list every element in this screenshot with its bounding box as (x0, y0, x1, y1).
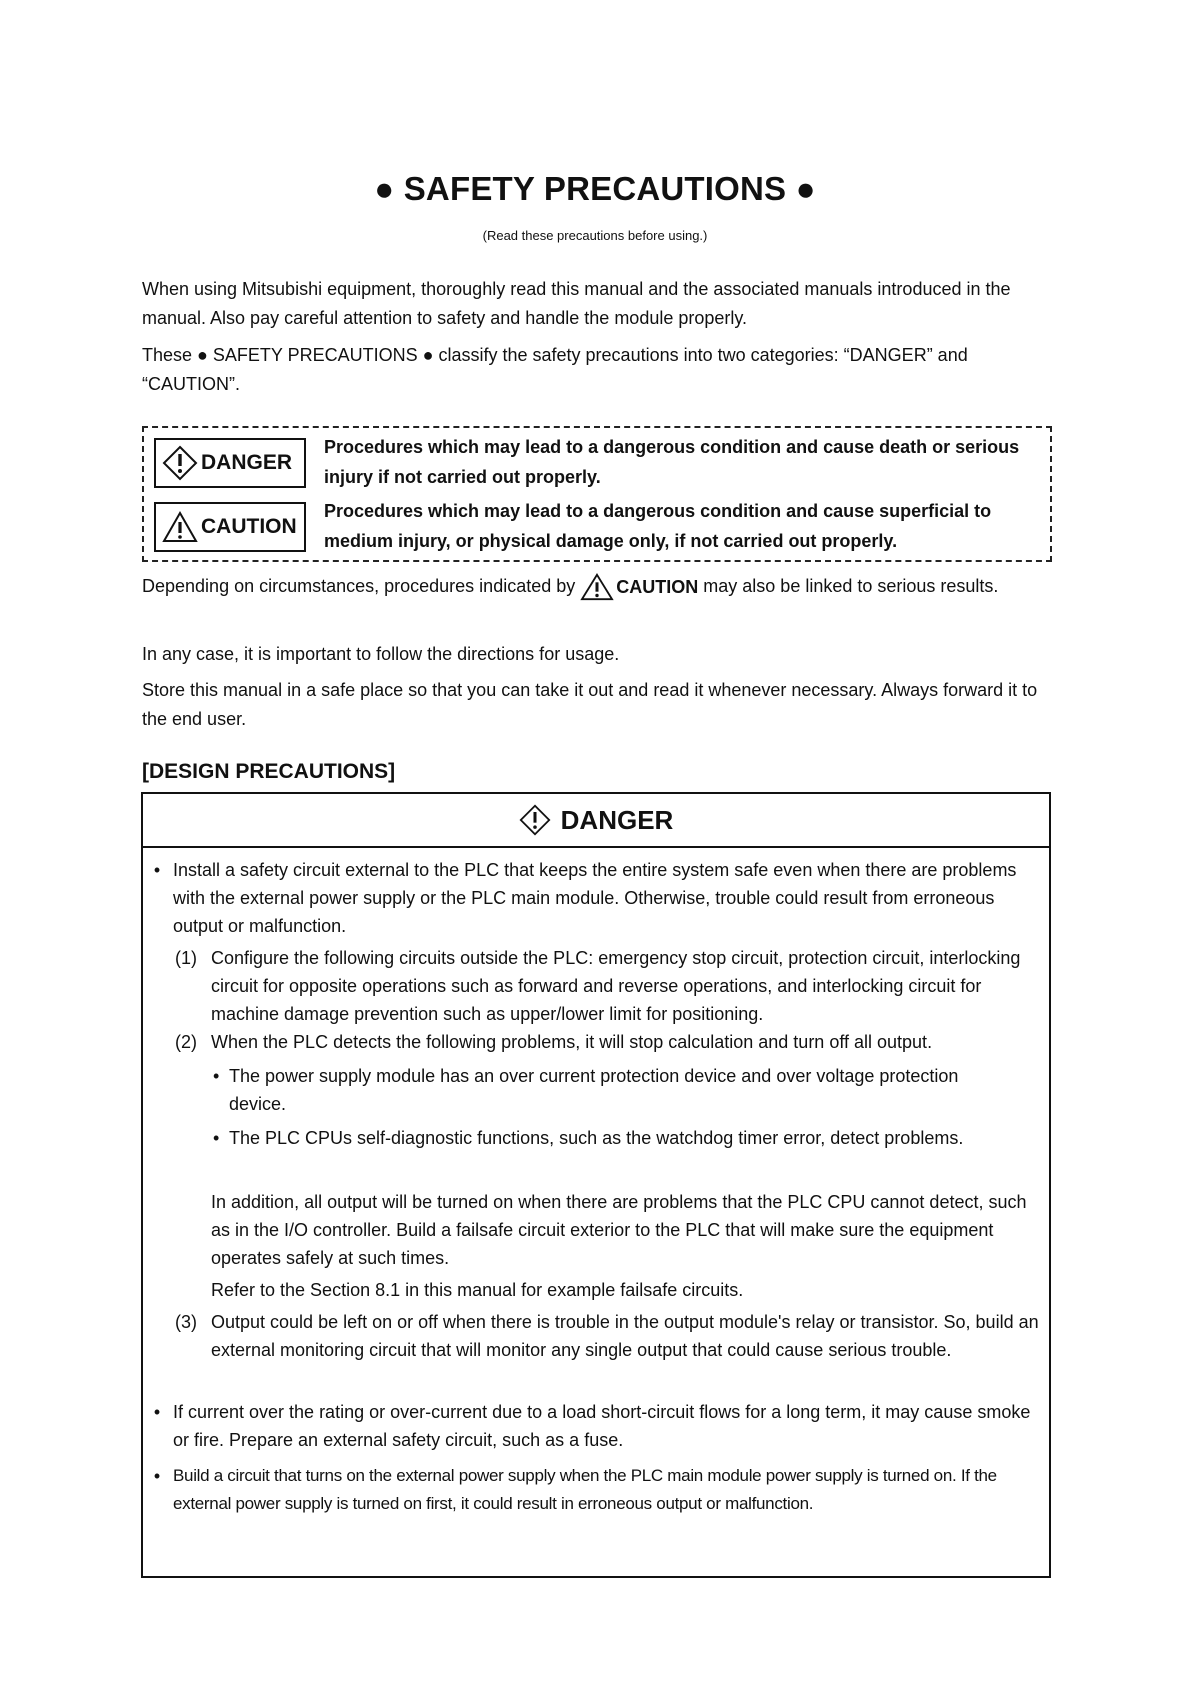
caution-triangle-icon (580, 572, 614, 602)
numbered-label-2: (2) (175, 1032, 197, 1052)
caution-description: Procedures which may lead to a dangerous condition and cause superficial to medium injury, or physical damage only, if not carried out properly. (324, 501, 992, 551)
bullet-marker: • (153, 860, 161, 880)
page-title: ● SAFETY PRECAUTIONS ● (374, 170, 816, 207)
precaution-item-1: Install a safety circuit external to the PLC that keeps the entire system safe even when there are problems with the external power supply or the PLC main module. Otherwise, trouble could result from erroneous output or malfunction. (173, 860, 1017, 936)
danger-diamond-icon (519, 804, 551, 836)
section-heading: [DESIGN PRECAUTIONS] (142, 760, 396, 783)
numbered-item-2: When the PLC detects the following problems, it will stop calculation and turn off all output. (211, 1032, 933, 1052)
store-manual-paragraph: Store this manual in a safe place so that you can take it out and read it whenever necessary. Always forward it to the end user. (142, 680, 1038, 729)
sub-bullet-marker: • (213, 1066, 220, 1086)
numbered-item-2-note: In addition, all output will be turned on when there are problems that the PLC CPU cannot detect, such as in the I/O controller. Build a failsafe circuit exterior to the PLC that will make sure the equipment operates safely at such times. (211, 1192, 1027, 1268)
sub-bullet-marker: • (213, 1128, 220, 1148)
bullet-marker: • (153, 1466, 161, 1486)
caution-label: CAUTION (201, 515, 297, 538)
bullet-marker: • (153, 1402, 161, 1422)
danger-box-header (143, 794, 1049, 848)
numbered-label-1: (1) (175, 948, 197, 968)
numbered-item-3: Output could be left on or off when there is trouble in the output module's relay or transistor. So, build an external monitoring circuit that will monitor any single output that could cause serious trouble. (211, 1312, 1039, 1360)
numbered-item-2-reference: Refer to the Section 8.1 in this manual for example failsafe circuits. (211, 1280, 744, 1300)
page-subtitle: (Read these precautions before using.) (482, 228, 708, 243)
sub-item-1: The power supply module has an over current protection device and over voltage protection device. (229, 1066, 959, 1114)
directions-paragraph: In any case, it is important to follow the directions for usage. (142, 644, 620, 664)
circumstances-paragraph (142, 572, 1042, 602)
legend-box (142, 426, 1052, 562)
numbered-label-3: (3) (175, 1312, 197, 1332)
danger-label: DANGER (201, 451, 293, 474)
caution-triangle-icon (162, 510, 198, 544)
intro-paragraph-2: These ● SAFETY PRECAUTIONS ● classify the safety precautions into two categories: “DANGER” and “CAUTION”. (142, 345, 968, 394)
danger-label-box (154, 438, 306, 488)
numbered-item-1: Configure the following circuits outside the PLC: emergency stop circuit, protection circuit, interlocking circuit for opposite operations such as forward and reverse operations, and interlocking circuit for machine damage prevention such as upper/lower limit for positioning. (211, 948, 1021, 1024)
sub-item-2: The PLC CPUs self-diagnostic functions, such as the watchdog timer error, detect problems. (229, 1128, 964, 1148)
design-danger-box (141, 792, 1051, 1578)
caution-label-box (154, 502, 306, 552)
inline-caution-mark (580, 572, 698, 602)
danger-diamond-icon (162, 445, 198, 481)
intro-paragraph-1: When using Mitsubishi equipment, thoroughly read this manual and the associated manuals introduced in the manual. Also pay careful attention to safety and handle the module properly. (142, 279, 1011, 328)
danger-description: Procedures which may lead to a dangerous condition and cause death or serious injury if not carried out properly. (324, 437, 1020, 487)
danger-box-title: DANGER (560, 804, 674, 835)
circumstances-text-end: may also be linked to serious results. (703, 576, 999, 596)
precaution-item-2: If current over the rating or over-current due to a load short-circuit flows for a long term, it may cause smoke or fire. Prepare an external safety circuit, such as a fuse. (173, 1402, 1031, 1450)
circumstances-text-start: Depending on circumstances, procedures indicated by (142, 576, 576, 596)
inline-caution-label: CAUTION (616, 576, 699, 597)
precaution-item-3: Build a circuit that turns on the external power supply when the PLC main module power supply is turned on. If the external power supply is turned on first, it could result in erroneous output or malfunction. (173, 1466, 997, 1513)
